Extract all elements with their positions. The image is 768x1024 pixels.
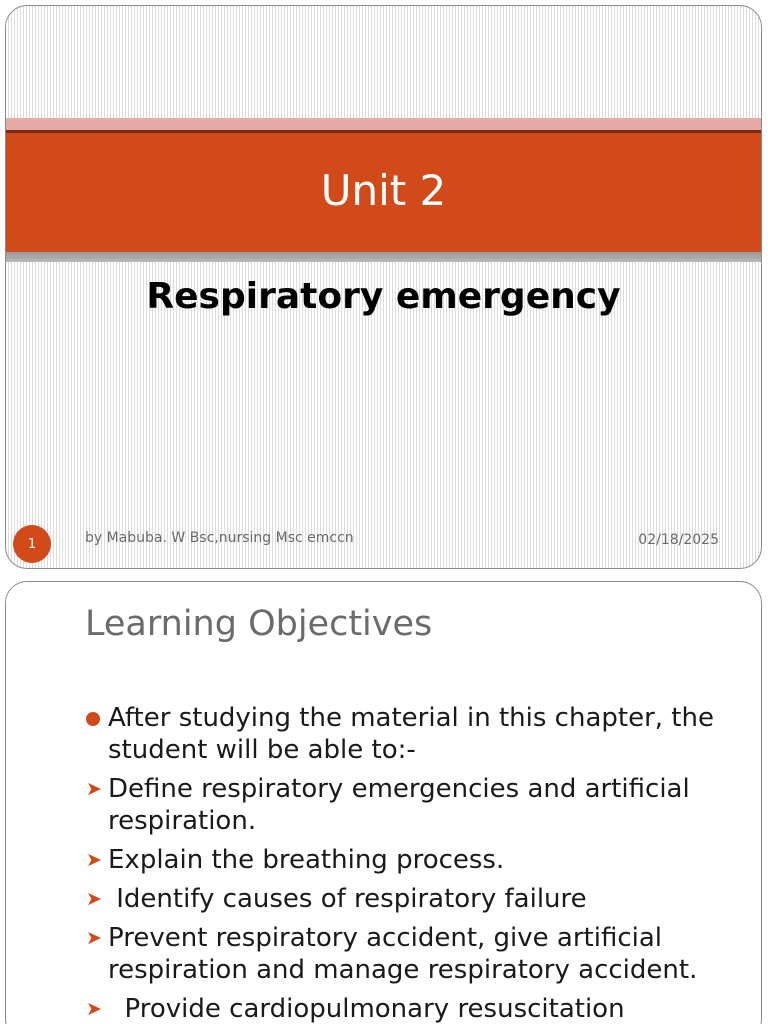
objective-item xyxy=(86,922,736,986)
arrow-bullet-icon: ➤ xyxy=(86,849,102,871)
objective-text: Provide cardiopulmonary resuscitation xyxy=(108,994,625,1024)
slide-subtitle: Respiratory emergency xyxy=(146,276,621,317)
title-slide[interactable] xyxy=(5,5,762,569)
objectives-heading: Learning Objectives xyxy=(85,604,433,644)
objective-text: Explain the breathing process. xyxy=(108,845,505,875)
objectives-slide[interactable] xyxy=(5,581,762,1024)
title-band xyxy=(6,133,761,252)
slide-number-badge: 1 xyxy=(13,525,51,563)
objective-text: Define respiratory emergencies and artificial respiration. xyxy=(108,774,690,836)
objective-item xyxy=(86,702,736,766)
filled-circle-icon xyxy=(86,702,104,734)
arrow-bullet-icon: ➤ xyxy=(86,927,102,949)
arrow-bullet-icon: ➤ xyxy=(86,998,102,1020)
objective-item xyxy=(86,773,736,837)
objective-item xyxy=(86,883,736,915)
arrow-bullet-icon: ➤ xyxy=(86,888,102,910)
slide-footer-author: by Mabuba. W Bsc,nursing Msc emccn xyxy=(85,530,354,546)
slide-footer-date: 02/18/2025 xyxy=(638,532,719,548)
objectives-list xyxy=(86,702,736,1024)
objective-item xyxy=(86,993,736,1024)
slide-title: Unit 2 xyxy=(320,165,447,215)
arrow-bullet-icon: ➤ xyxy=(86,778,102,800)
objective-text: Prevent respiratory accident, give artificial respiration and manage respiratory accident. xyxy=(108,923,698,985)
objective-text: After studying the material in this chapter, the student will be able to:- xyxy=(108,703,714,765)
title-band-top-stripe xyxy=(6,118,761,130)
title-band-shadow xyxy=(6,252,761,262)
objective-item xyxy=(86,844,736,876)
objective-text: Identify causes of respiratory failure xyxy=(108,884,587,914)
